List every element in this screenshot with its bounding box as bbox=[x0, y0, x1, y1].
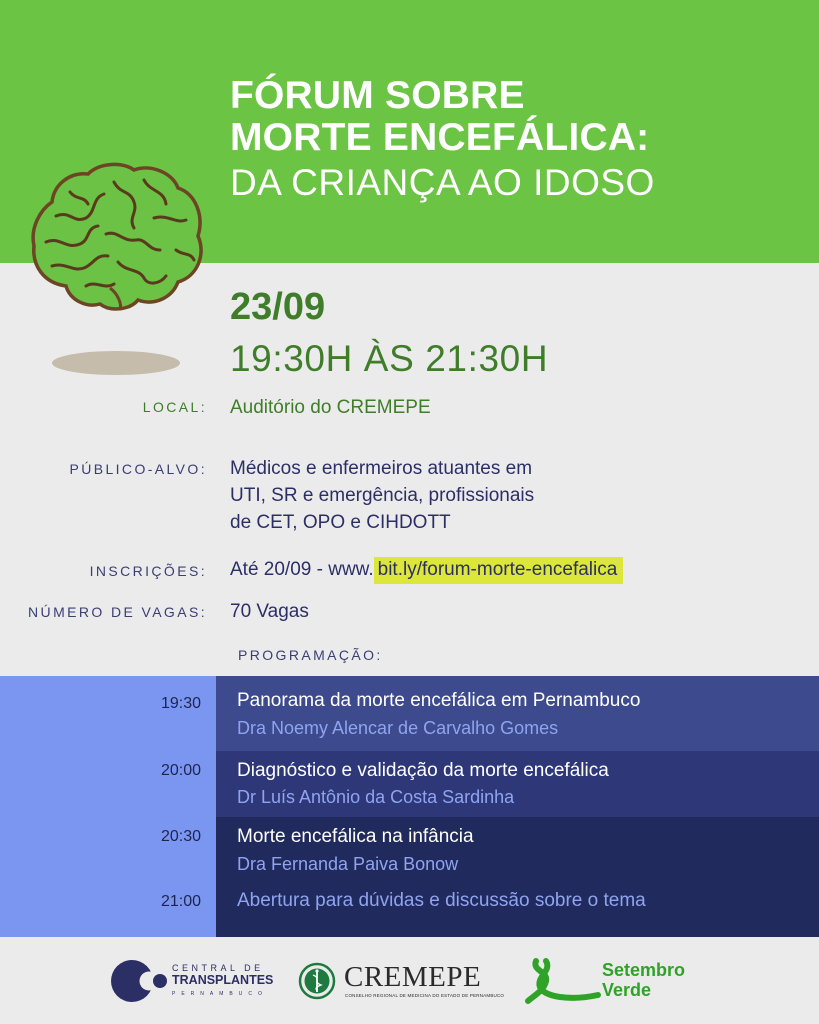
title-subtitle: DA CRIANÇA AO IDOSO bbox=[230, 162, 655, 203]
vagas-value: 70 Vagas bbox=[230, 601, 309, 622]
publico-line-2: UTI, SR e emergência, profissionais bbox=[230, 485, 535, 506]
schedule-time: 19:30 bbox=[160, 695, 201, 712]
setembro-text: Setembro bbox=[602, 960, 686, 980]
publico-line-1: Médicos e enfermeiros atuantes em bbox=[230, 458, 533, 479]
cremepe-subtitle: CONSELHO REGIONAL DE MEDICINA DO ESTADO DE PERNAMBUCO bbox=[345, 993, 505, 998]
schedule-title: Panorama da morte encefálica em Pernambuco bbox=[237, 690, 641, 711]
schedule-time: 21:00 bbox=[160, 893, 201, 910]
schedule-row bbox=[216, 676, 819, 751]
registration-link[interactable]: bit.ly/forum-morte-encefalica bbox=[374, 557, 624, 584]
event-time: 19:30H ÀS 21:30H bbox=[230, 338, 549, 379]
inscricoes-value bbox=[230, 556, 623, 583]
schedule-speaker: Dr Luís Antônio da Costa Sardinha bbox=[237, 787, 515, 807]
cremepe-name: CREMEPE bbox=[344, 961, 482, 993]
schedule-title: Diagnóstico e validação da morte encefálica bbox=[237, 760, 609, 781]
vagas-label: NÚMERO DE VAGAS: bbox=[28, 604, 207, 620]
verde-text: Verde bbox=[602, 980, 652, 1000]
title-line-1: FÓRUM SOBRE bbox=[230, 74, 525, 117]
brain-shadow bbox=[52, 351, 180, 375]
event-date: 23/09 bbox=[230, 286, 326, 328]
schedule-title: Morte encefálica na infância bbox=[237, 826, 474, 847]
inscricoes-label: INSCRIÇÕES: bbox=[89, 563, 207, 579]
inscricoes-prefix: Até 20/09 - www. bbox=[230, 559, 374, 580]
schedule-speaker: Dra Noemy Alencar de Carvalho Gomes bbox=[237, 718, 559, 738]
schedule-title: Abertura para dúvidas e discussão sobre o tema bbox=[237, 890, 646, 911]
central-top-text: CENTRAL DE bbox=[172, 963, 264, 973]
publico-line-3: de CET, OPO e CIHDOTT bbox=[230, 512, 451, 533]
central-bottom-text: PERNAMBUCO bbox=[172, 991, 268, 997]
local-label: LOCAL: bbox=[142, 399, 207, 415]
title-line-2: MORTE ENCEFÁLICA: bbox=[230, 116, 650, 159]
program-label: PROGRAMAÇÃO: bbox=[238, 647, 383, 663]
publico-label: PÚBLICO-ALVO: bbox=[69, 461, 207, 477]
local-value: Auditório do CREMEPE bbox=[230, 397, 431, 418]
green-ribbon-icon bbox=[522, 955, 602, 1005]
event-title bbox=[230, 75, 655, 207]
central-main-text: TRANSPLANTES bbox=[172, 973, 274, 987]
schedule-speaker: Dra Fernanda Paiva Bonow bbox=[237, 854, 459, 874]
schedule-time: 20:30 bbox=[160, 828, 201, 845]
brain-icon bbox=[26, 158, 208, 312]
schedule-time: 20:00 bbox=[160, 762, 201, 779]
